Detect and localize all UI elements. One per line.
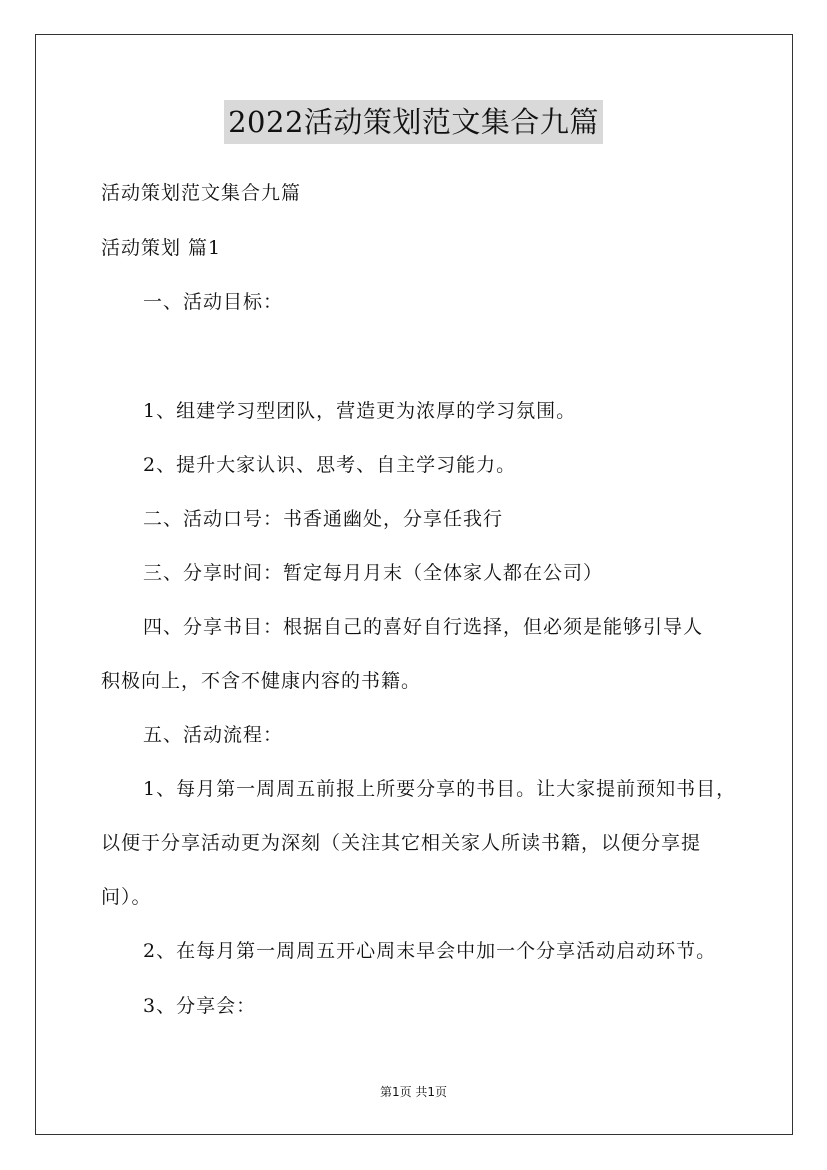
paragraph: 2、在每月第一周周五开心周末早会中加一个分享活动启动环节。 (143, 940, 717, 962)
subtitle-paragraph: 活动策划范文集合九篇 (101, 182, 302, 204)
document-title-wrap (0, 100, 827, 144)
page-number-footer: 第1页 共1页 (379, 1085, 448, 1099)
paragraph: 一、活动目标： (143, 291, 284, 313)
paragraph: 1、每月第一周周五前报上所要分享的书目。让大家提前预知书目， (143, 778, 737, 800)
section-heading: 活动策划 篇1 (101, 237, 222, 259)
paragraph-continuation: 积极向上，不含不健康内容的书籍。 (101, 670, 422, 692)
paragraph: 五、活动流程： (143, 724, 284, 746)
paragraph: 四、分享书目：根据自己的喜好自行选择，但必须是能够引导人 (143, 616, 704, 638)
paragraph-continuation: 以便于分享活动更为深刻（关注其它相关家人所读书籍，以便分享提 (101, 832, 702, 854)
paragraph-continuation: 问）。 (101, 886, 152, 908)
paragraph: 三、分享时间：暂定每月月末（全体家人都在公司） (143, 562, 604, 584)
paragraph: 1、组建学习型团队，营造更为浓厚的学习氛围。 (143, 400, 577, 422)
paragraph: 3、分享会： (143, 995, 257, 1017)
paragraph: 2、提升大家认识、思考、自主学习能力。 (143, 454, 517, 476)
document-title: 2022活动策划范文集合九篇 (224, 100, 603, 144)
paragraph: 二、活动口号：书香通幽处，分享任我行 (143, 508, 504, 530)
